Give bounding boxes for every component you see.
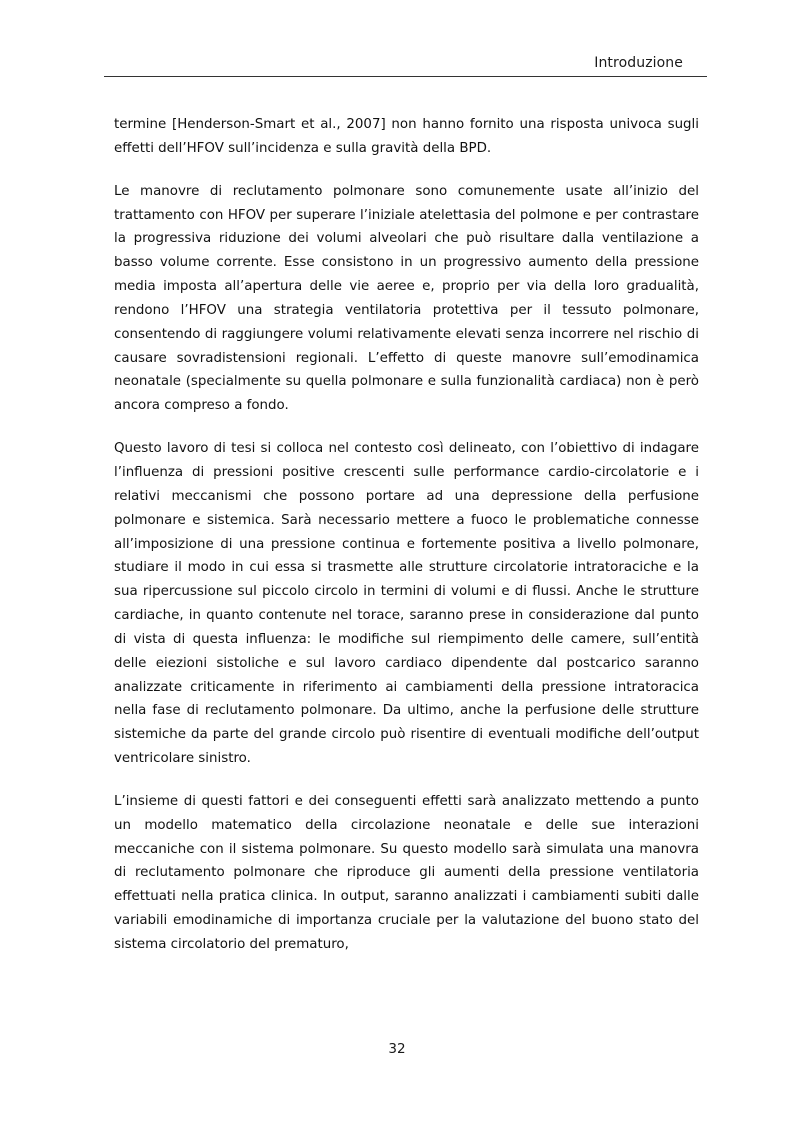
body-text: [114, 113, 699, 976]
header-rule: [104, 76, 707, 77]
paragraph-2: Le manovre di reclutamento polmonare sono comunemente usate all’inizio del trattamento con HFOV per superare l’iniziale atelettasia del polmone e per contrastare la progressiva riduzione dei volumi alveolari che può risultare dalla ventilazione a basso volume corrente. Esse consistono in un progressivo aumento della pressione media imposta all’apertura delle vie aeree e, proprio per via della loro gradualità, rendono l’HFOV una strategia ventilatoria protettiva per il tessuto polmonare, consentendo di raggiungere volumi relativamente elevati senza incorrere nel rischio di causare sovradistensioni regionali. L’effetto di queste manovre sull’emodinamica neonatale (specialmente su quella polmonare e sulla funzionalità cardiaca) non è però ancora compreso a fondo.: [114, 183, 699, 414]
paragraph-4: L’insieme di questi fattori e dei conseguenti effetti sarà analizzato mettendo a punto un modello matematico della circolazione neonatale e delle sue interazioni meccaniche con il sistema polmonare. Su questo modello sarà simulata una manovra di reclutamento polmonare che riproduce gli aumenti della pressione ventilatoria effettuati nella pratica clinica. In output, saranno analizzati i cambiamenti subiti dalle variabili emodinamiche di importanza cruciale per la valutazione del buono stato del sistema circolatorio del prematuro,: [114, 793, 699, 952]
paragraph-3: Questo lavoro di tesi si colloca nel contesto così delineato, con l’obiettivo di indagare l’influenza di pressioni positive crescenti sulle performance cardio-circolatorie e i relativi meccanismi che possono portare ad una depressione della perfusione polmonare e sistemica. Sarà necessario mettere a fuoco le problematiche connesse all’imposizione di una pressione continua e fortemente positiva a livello polmonare, studiare il modo in cui essa si trasmette alle strutture circolatorie intratoraciche e la sua ripercussione sul piccolo circolo in termini di volumi e di flussi. Anche le strutture cardiache, in quanto contenute nel torace, saranno prese in considerazione dal punto di vista di questa influenza: le modifiche sul riempimento delle camere, sull’entità delle eiezioni sistoliche e sul lavoro cardiaco dipendente dal postcarico saranno analizzate criticamente in riferimento ai cambiamenti della pressione intratoracica nella fase di reclutamento polmonare. Da ultimo, anche la perfusione delle strutture sistemiche da parte del grande circolo può risentire di eventuali modifiche dell’output ventricolare sinistro.: [114, 441, 699, 767]
running-header-section-title: Introduzione: [594, 55, 683, 71]
paragraph-1: termine [Henderson-Smart et al., 2007] non hanno fornito una risposta univoca sugli effetti dell’HFOV sull’incidenza e sulla gravità della BPD.: [114, 117, 699, 156]
page-number: 32: [388, 1041, 406, 1057]
